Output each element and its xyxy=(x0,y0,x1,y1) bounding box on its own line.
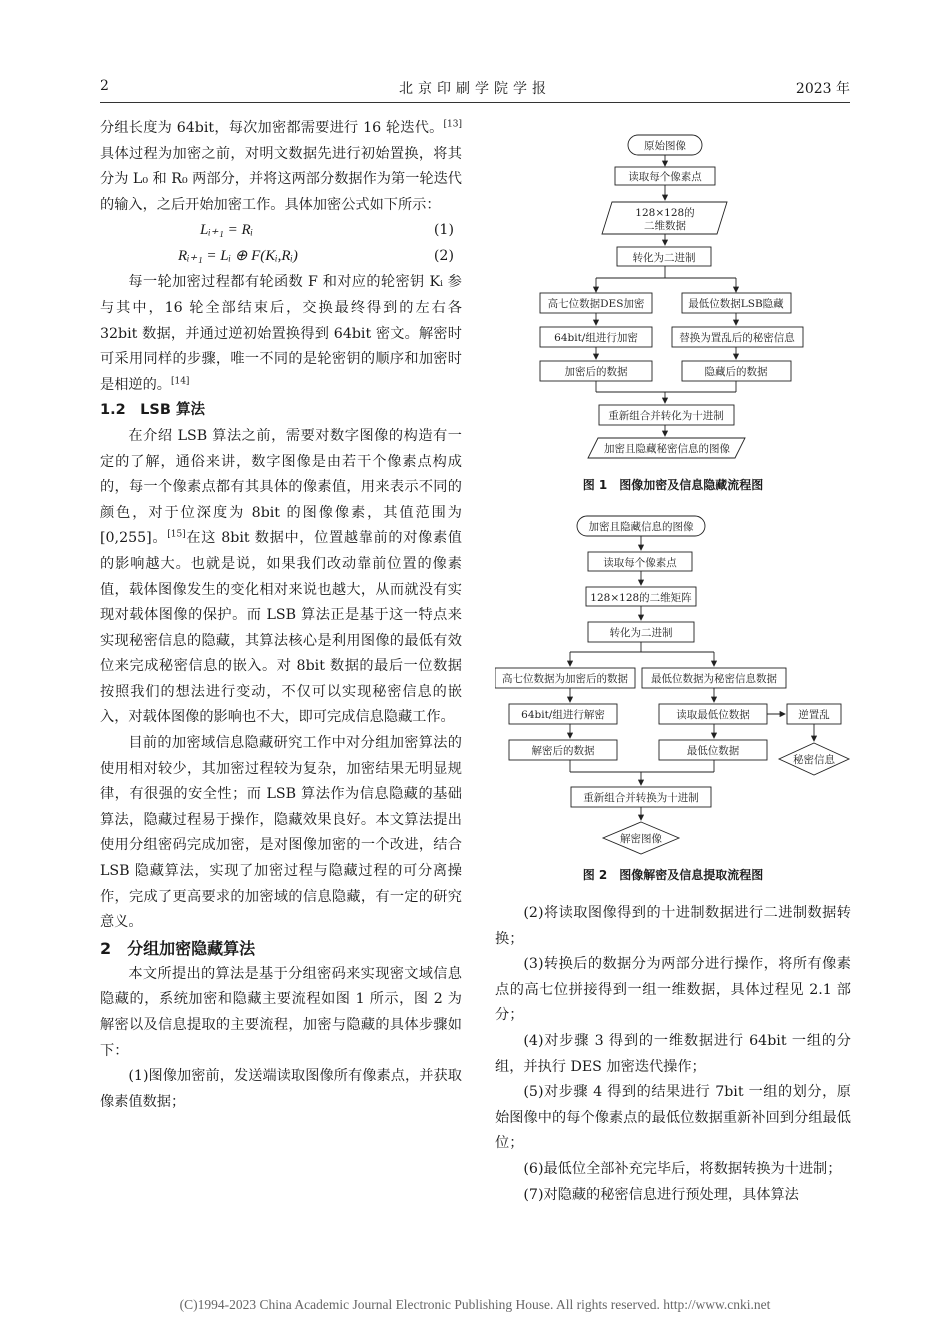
text-span: 在介绍 LSB 算法之前，需要对数字图像的构造有一定的了解，通俗来讲，数字图像是由若干个像素点构成的，每一个像素点都有其具体的像素值，用来表示不同的颜色，对于位深度为 8bit 的图像像素，其值范围为[0,255]。 xyxy=(100,427,462,547)
fig1-right-step-label: 替换为置乱后的秘密信息 xyxy=(679,332,795,344)
text-span: 分组长度为 64bit，每次加密都需要进行 16 轮迭代。 xyxy=(100,120,444,136)
fig1-left-branch-label: 高七位数据DES加密 xyxy=(547,298,645,310)
right-column-steps xyxy=(495,901,851,1208)
fig2-mid-branch-label: 最低位数据为秘密信息数据 xyxy=(651,673,777,685)
paragraph-round-function xyxy=(100,270,462,398)
citation-ref: [14] xyxy=(170,376,190,387)
paragraph-step-4: (4)对步骤 3 得到的一维数据进行 64bit 一组的分组，并执行 DES 加密迭代操作； xyxy=(495,1032,851,1075)
fig2-read-label: 读取每个像素点 xyxy=(603,557,677,569)
fig2-right-step-label: 逆置乱 xyxy=(798,709,830,721)
figure-1-caption: 图 1 图像加密及信息隐藏流程图 xyxy=(582,478,764,492)
fig2-secret-label: 秘密信息 xyxy=(793,754,835,766)
section-heading-2: 2 分组加密隐藏算法 xyxy=(100,938,256,958)
fig2-output-label: 解密图像 xyxy=(620,833,662,845)
citation-ref: [15] xyxy=(167,529,186,540)
fig2-left-result-label: 解密后的数据 xyxy=(531,745,595,757)
left-column xyxy=(100,116,462,1115)
figure-2-caption: 图 2 图像解密及信息提取流程图 xyxy=(582,868,764,882)
fig2-mid-result-label: 最低位数据 xyxy=(686,745,740,757)
publication-year: 2023 年 xyxy=(795,81,850,97)
fig2-left-step-label: 64bit/组进行解密 xyxy=(521,709,605,721)
fig1-right-result-label: 隐藏后的数据 xyxy=(704,366,768,378)
paragraph-step-3: (3)转换后的数据分为两部分进行操作，将所有像素点的高七位拼接得到一组一维数据，具体过程见 2.1 部分； xyxy=(495,956,851,1024)
fig1-output-label: 加密且隐藏秘密信息的图像 xyxy=(604,443,730,455)
fig2-merge-label: 重新组合并转换为十进制 xyxy=(583,792,699,804)
page-number: 2 xyxy=(100,78,109,94)
paragraph-step-5: (5)对步骤 4 得到的结果进行 7bit 一组的划分，原始图像中的每个像素点的最低位数据重新补回到分组最低位； xyxy=(495,1084,851,1152)
equation-1 xyxy=(100,218,462,244)
paragraph-step-2: (2)将读取图像得到的十进制数据进行二进制数据转换； xyxy=(495,905,851,947)
equation-2-number: (2) xyxy=(433,248,454,265)
figure-2-flowchart xyxy=(495,510,851,858)
header-divider xyxy=(100,102,850,103)
fig2-binary-label: 转化为二进制 xyxy=(609,627,673,639)
fig1-left-step-label: 64bit/组进行加密 xyxy=(554,332,638,344)
equation-2-body: Rᵢ₊₁ = Lᵢ ⊕ F(Kᵢ,Rᵢ) xyxy=(178,248,298,265)
journal-title: 北京印刷学院学报 xyxy=(399,81,551,97)
figure-2 xyxy=(495,510,851,883)
copyright-footer: (C)1994-2023 China Academic Journal Electronic Publishing House. All rights reserved. http://www.cnki.net xyxy=(179,1297,771,1312)
text-span: 在这 8bit 数据中，位置越靠前的对像素值的影响越大。也就是说，如果我们改动靠前位置的像素值，载体图像发生的变化相对来说也越大，从而就没有实现对载体图像的保护。而 LSB 算法正是基于这一特点来实现秘密信息的隐藏，其算法核心是利用图像的最低有效位来完成秘密信息的嵌入。对 8bit 数据的最后一位数据按照我们的想法进行变动，不仅可以实现秘密信息的嵌入，对载体图像的影响也不大，即可完成信息隐藏工作。 xyxy=(100,530,462,726)
fig2-start-label: 加密且隐藏信息的图像 xyxy=(588,521,694,533)
paragraph-des-intro xyxy=(100,116,462,218)
citation-ref: [13] xyxy=(443,119,462,130)
page-header xyxy=(100,78,850,100)
figure-1-flowchart xyxy=(495,124,851,464)
fig1-data-label-2: 二维数据 xyxy=(644,220,686,232)
fig1-merge-label: 重新组合并转化为十进制 xyxy=(608,410,724,422)
fig2-mid-step-label: 读取最低位数据 xyxy=(676,709,750,721)
fig1-data-label-1: 128×128的 xyxy=(635,207,695,219)
paragraph-step-7: (7)对隐藏的秘密信息进行预处理，具体算法 xyxy=(523,1186,799,1203)
equation-1-body: Lᵢ₊₁ = Rᵢ xyxy=(200,222,254,239)
paragraph-algorithm-overview: 本文所提出的算法是基于分组密码来实现密文域信息隐藏的，系统加密和隐藏主要流程如图 1 所示，图 2 为解密以及信息提取的主要流程，加密与隐藏的具体步骤如下： xyxy=(100,965,462,1059)
fig2-matrix-label: 128×128的二维矩阵 xyxy=(590,592,692,604)
paragraph-lsb-intro xyxy=(100,424,462,731)
paragraph-step-1: (1)图像加密前，发送端读取图像所有像素点，并获取像素值数据； xyxy=(100,1068,462,1110)
section-heading-1-2: 1.2 LSB 算法 xyxy=(100,402,205,419)
equation-2 xyxy=(100,244,462,270)
fig1-right-branch-label: 最低位数据LSB隐藏 xyxy=(688,298,784,310)
fig1-read-label: 读取每个像素点 xyxy=(628,171,702,183)
paragraph-step-6: (6)最低位全部补充完毕后，将数据转换为十进制； xyxy=(523,1160,842,1177)
fig2-left-branch-label: 高七位数据为加密后的数据 xyxy=(502,673,628,685)
fig1-left-result-label: 加密后的数据 xyxy=(564,366,628,378)
figure-1 xyxy=(495,124,851,493)
equation-1-number: (1) xyxy=(433,222,454,239)
paragraph-motivation: 目前的加密域信息隐藏研究工作中对分组加密算法的使用相对较少，其加密过程较为复杂，加密结果无明显规律，有很强的安全性；而 LSB 算法作为信息隐藏的基础算法，隐藏过程易于操作，隐藏效果良好。本文算法提出使用分组密码完成加密，是对图像加密的一个改进，结合 LSB 隐藏算法，实现了加密过程与隐藏过程的可分离操作，完成了更高要求的加密域的信息隐藏，有一定的研究意义。 xyxy=(100,735,462,931)
text-span: 具体过程为加密之前，对明文数据先进行初始置换，将其分为 L₀ 和 R₀ 两部分，并将这两部分数据作为第一轮迭代的输入，之后开始加密工作。具体加密公式如下所示： xyxy=(100,145,462,213)
fig1-binary-label: 转化为二进制 xyxy=(632,252,696,264)
text-span: 每一轮加密过程都有轮函数 F 和对应的轮密钥 Kᵢ 参与其中，16 轮全部结束后，交换最终得到的左右各 32bit 数据，并通过逆初始置换得到 64bit 密文。解密时可采用同样的步骤，唯一不同的是轮密钥的顺序和加密时是相逆的。 xyxy=(100,274,462,393)
fig1-start-label: 原始图像 xyxy=(644,140,686,152)
